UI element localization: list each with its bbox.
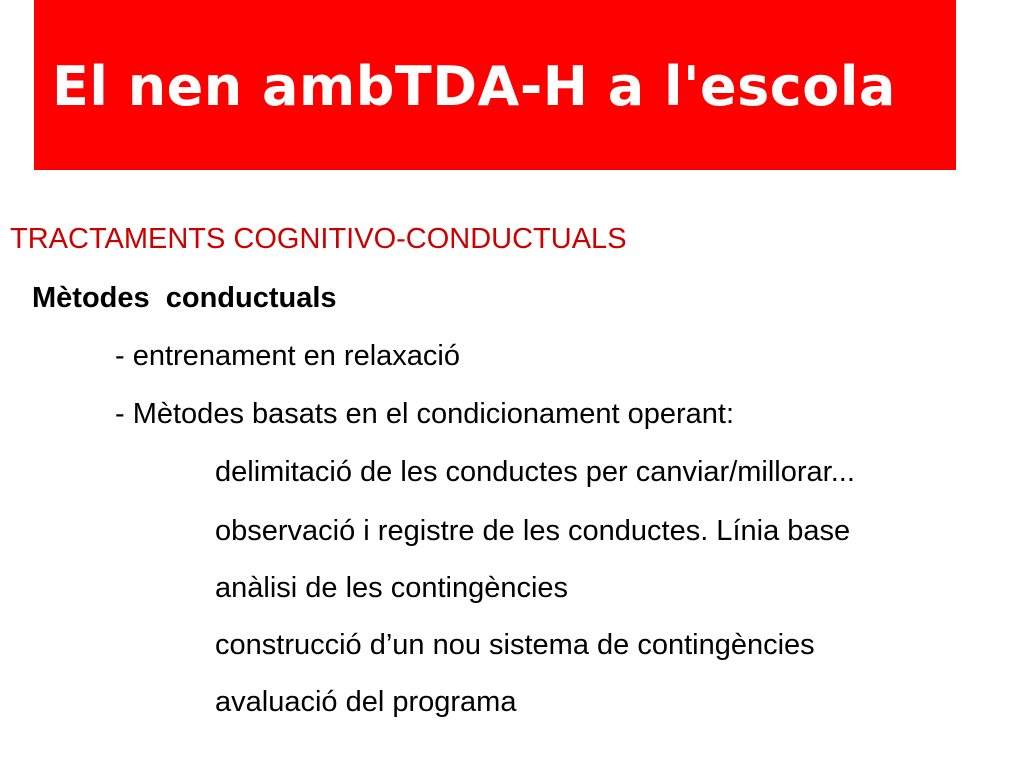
sub-item-evaluation: avaluació del programa xyxy=(215,686,517,718)
sub-item-construction: construcció d’un nou sistema de contingències xyxy=(215,629,815,661)
sub-item-observation: observació i registre de les conductes. Línia base xyxy=(215,515,851,547)
slide-title: El nen ambTDA-H a l'escola xyxy=(52,55,896,118)
sub-item-delimitation: delimitació de les conductes per canviar/millorar... xyxy=(215,456,855,488)
subheading: Mètodes conductuals xyxy=(32,282,337,314)
list-item-operant-conditioning: - Mètodes basats en el condicionament operant: xyxy=(115,398,735,430)
list-item-relaxation: - entrenament en relaxació xyxy=(115,340,460,372)
section-heading: TRACTAMENTS COGNITIVO-CONDUCTUALS xyxy=(10,223,627,255)
title-banner xyxy=(34,0,956,170)
sub-item-analysis: anàlisi de les contingències xyxy=(215,572,569,604)
